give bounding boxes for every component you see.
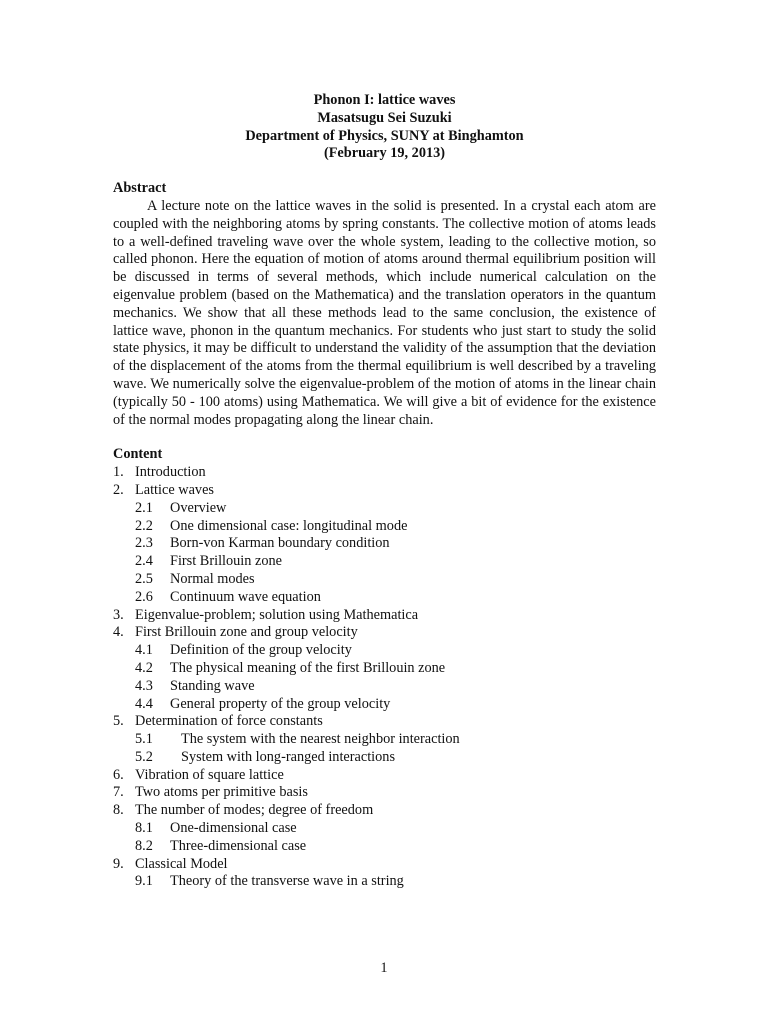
toc-item-title: One dimensional case: longitudinal mode xyxy=(170,517,408,534)
toc-item-number: 7. xyxy=(113,784,124,801)
toc-item xyxy=(113,624,656,642)
document-page xyxy=(113,92,656,891)
toc-item xyxy=(113,749,656,767)
toc-item-title: Standing wave xyxy=(170,677,255,694)
toc-item xyxy=(113,713,656,731)
toc-item xyxy=(113,731,656,749)
content-heading: Content xyxy=(113,446,163,463)
toc-item xyxy=(113,820,656,838)
toc-item-title: Born-von Karman boundary condition xyxy=(170,535,390,552)
toc-item-number: 6. xyxy=(113,766,124,783)
toc-item-title: Vibration of square lattice xyxy=(135,766,284,783)
toc-item xyxy=(113,535,656,553)
author-name: Masatsugu Sei Suzuki xyxy=(317,109,452,126)
toc-item-title: Lattice waves xyxy=(135,481,214,498)
toc-item-title: Continuum wave equation xyxy=(170,588,321,605)
toc-item xyxy=(113,571,656,589)
toc-item-title: Normal modes xyxy=(170,570,255,587)
toc-item-title: One-dimensional case xyxy=(170,820,297,837)
toc-item xyxy=(113,678,656,696)
toc-item-number: 8.1 xyxy=(135,820,153,837)
toc-item-number: 5.1 xyxy=(135,731,153,748)
affiliation: Department of Physics, SUNY at Binghamton xyxy=(245,127,524,144)
toc-item-title: First Brillouin zone and group velocity xyxy=(135,624,358,641)
paper-title: Phonon I: lattice waves xyxy=(313,92,456,108)
toc-item xyxy=(113,500,656,518)
toc-item-number: 2.1 xyxy=(135,499,153,516)
toc-item-number: 3. xyxy=(113,606,124,623)
toc-item-title: Introduction xyxy=(135,464,206,481)
toc-item xyxy=(113,464,656,482)
toc-item-title: Definition of the group velocity xyxy=(170,642,352,659)
toc-item-title: The physical meaning of the first Brillouin zone xyxy=(170,659,446,676)
toc-item-title: Three-dimensional case xyxy=(170,837,307,854)
toc-item-number: 4.4 xyxy=(135,695,153,712)
toc-item xyxy=(113,553,656,571)
abstract-heading: Abstract xyxy=(113,180,167,197)
toc-item-number: 2.2 xyxy=(135,517,153,534)
toc-item-number: 4. xyxy=(113,624,124,641)
toc-item-number: 5. xyxy=(113,713,124,730)
abstract-text: A lecture note on the lattice waves in the solid is presented. In a crystal each atom are coupled with the neighboring atoms by spring constants. The collective motion of atoms leads to a well-defined traveling wave over the whole system, leading to the collective motion, so called phonon. Here the equation of motion of atoms around thermal equilibrium position will be discussed in terms of several methods, which include numerical calculation on the eigenvalue problem (based on the Mathematica) and the translation operators in the quantum mechanics. We show that all these methods lead to the same conclusion, the existence of lattice wave, phonon in the quantum mechanics. For students who just start to study the solid state physics, it may be difficult to understand the validity of the assumption that the deviation of the displacement of the atoms from the thermal equilibrium is well described by a traveling wave. We numerically solve the eigenvalue-problem of the motion of atoms in the linear chain (typically 50 - 100 atoms) using Mathematica. We will give a bit of evidence for the existence of the normal modes propagating along the linear chain. xyxy=(113,197,656,428)
toc-item xyxy=(113,856,656,874)
toc-item-title: First Brillouin zone xyxy=(170,553,282,570)
toc-item-number: 8.2 xyxy=(135,837,153,854)
toc-item-title: Determination of force constants xyxy=(135,713,323,730)
toc-item-number: 4.1 xyxy=(135,642,153,659)
toc-item-number: 2.5 xyxy=(135,570,153,587)
toc-item-number: 2.4 xyxy=(135,553,153,570)
toc-item-number: 4.2 xyxy=(135,659,153,676)
toc-item-title: The system with the nearest neighbor interaction xyxy=(181,731,460,748)
page-number: 1 xyxy=(380,960,388,976)
toc-item-title: Classical Model xyxy=(135,855,228,872)
toc-item-number: 5.2 xyxy=(135,748,153,765)
toc-item-number: 2.3 xyxy=(135,535,153,552)
toc-item xyxy=(113,784,656,802)
toc-item-number: 1. xyxy=(113,464,124,481)
table-of-contents xyxy=(113,464,656,891)
toc-item-number: 8. xyxy=(113,802,124,819)
toc-item xyxy=(113,838,656,856)
toc-item xyxy=(113,642,656,660)
toc-item-title: Overview xyxy=(170,499,227,516)
paper-date: (February 19, 2013) xyxy=(323,145,446,162)
content-section xyxy=(113,446,656,891)
toc-item xyxy=(113,589,656,607)
toc-item-number: 9.1 xyxy=(135,873,153,890)
toc-item-number: 4.3 xyxy=(135,677,153,694)
toc-item-title: System with long-ranged interactions xyxy=(181,748,396,765)
toc-item-number: 9. xyxy=(113,855,124,872)
toc-item xyxy=(113,518,656,536)
toc-item xyxy=(113,660,656,678)
toc-item-title: Eigenvalue-problem; solution using Mathematica xyxy=(135,606,419,623)
toc-item-number: 2. xyxy=(113,481,124,498)
toc-item xyxy=(113,802,656,820)
title-block xyxy=(113,92,656,163)
toc-item xyxy=(113,696,656,714)
toc-item-title: Two atoms per primitive basis xyxy=(135,784,308,801)
toc-item xyxy=(113,607,656,625)
toc-item-title: General property of the group velocity xyxy=(170,695,391,712)
toc-item xyxy=(113,767,656,785)
toc-item xyxy=(113,482,656,500)
abstract-section xyxy=(113,180,656,429)
toc-item-title: The number of modes; degree of freedom xyxy=(135,802,374,819)
toc-item-title: Theory of the transverse wave in a string xyxy=(170,873,404,890)
toc-item xyxy=(113,873,656,891)
toc-item-number: 2.6 xyxy=(135,588,153,605)
